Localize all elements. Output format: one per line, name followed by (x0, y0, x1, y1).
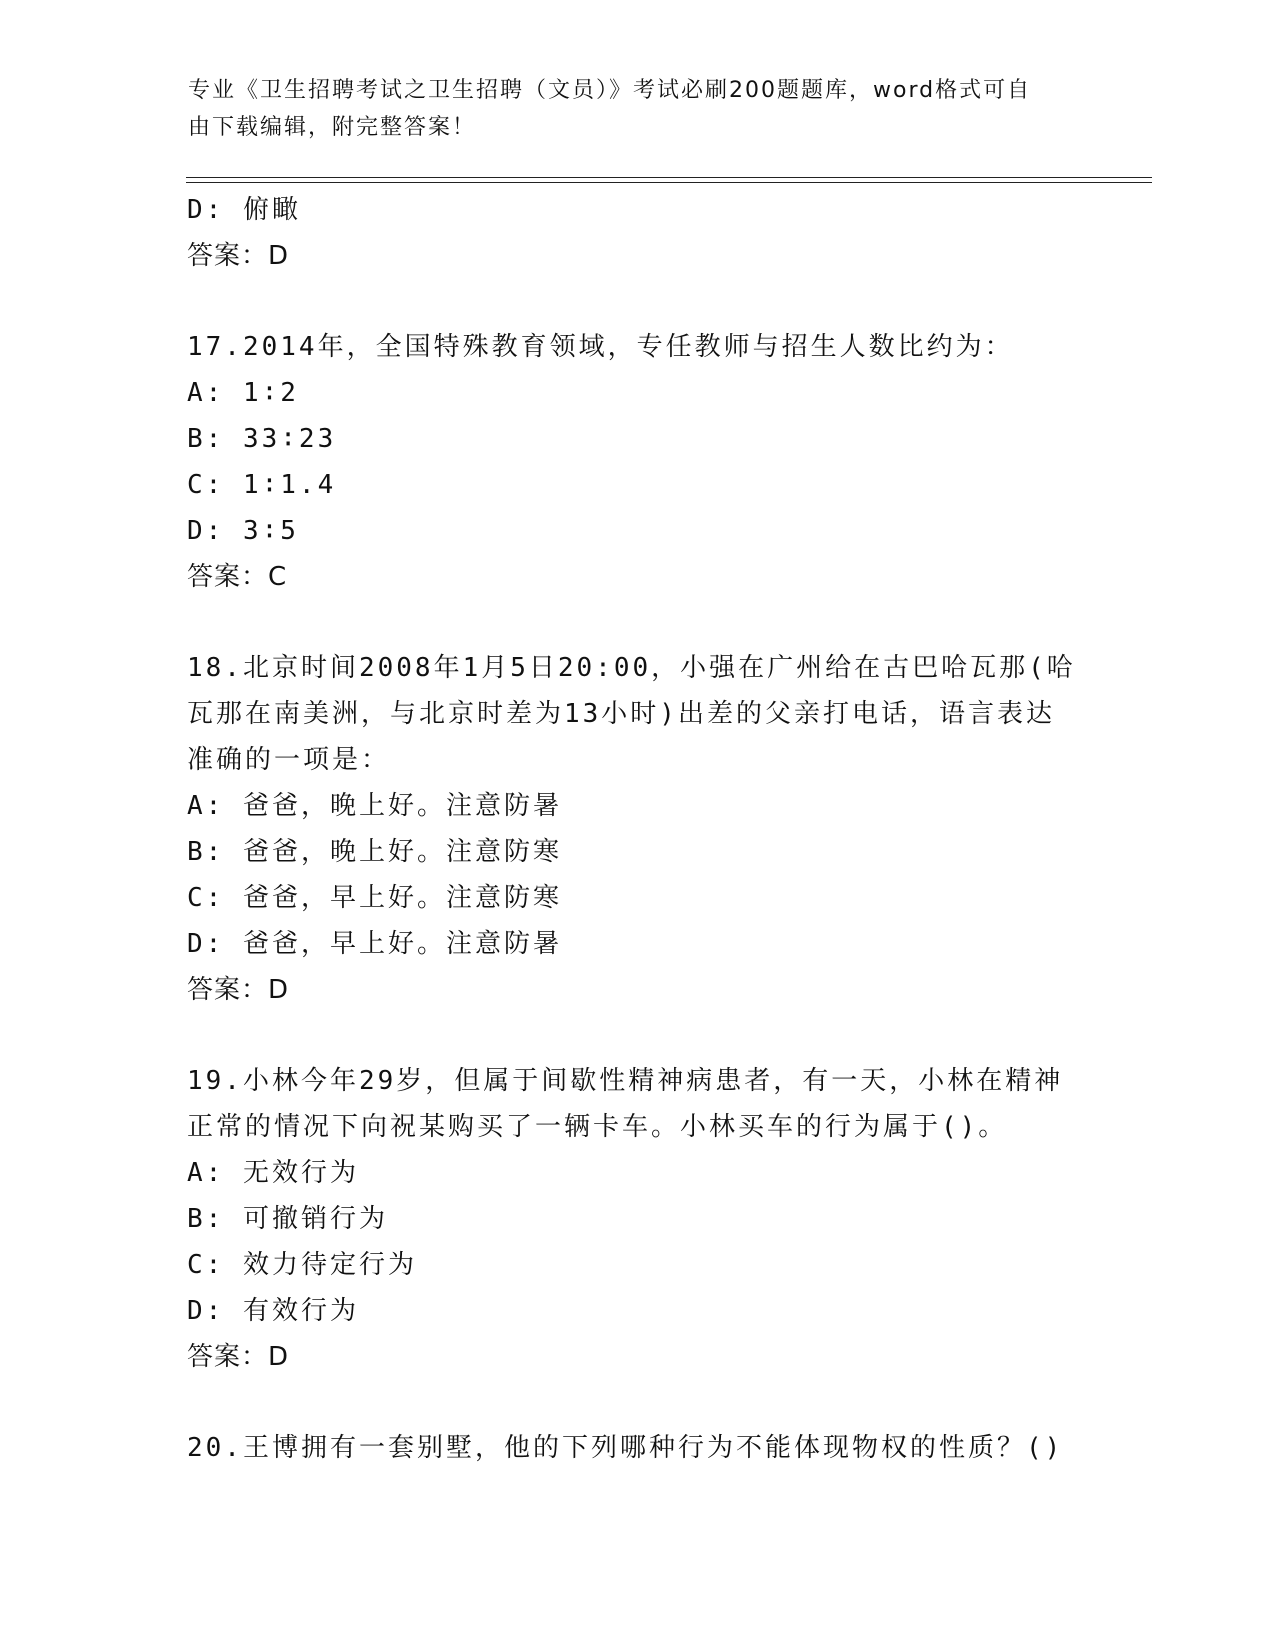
option-c: C: 1∶1.4 (187, 470, 337, 500)
option-d: D: 俯瞰 (187, 195, 301, 225)
question-text: 17.2014年，全国特殊教育领域，专任教师与招生人数比约为： (187, 332, 1014, 362)
answer-line: 答案：D (187, 1342, 290, 1372)
option-d: D: 有效行为 (187, 1296, 359, 1326)
option-a: A: 爸爸，晚上好。注意防暑 (187, 791, 562, 821)
previous-question-tail (187, 187, 1087, 279)
option-d: D: 3∶5 (187, 516, 299, 546)
question-17 (187, 324, 1087, 600)
question-list (187, 187, 1087, 1471)
question-text: 准确的一项是： (187, 745, 391, 775)
page-header (188, 72, 1068, 146)
answer-line: 答案：C (187, 562, 288, 592)
question-text: 19.小林今年29岁，但属于间歇性精神病患者，有一天，小林在精神 (187, 1066, 1064, 1096)
question-text: 18.北京时间2008年1月5日20:00，小强在广州给在古巴哈瓦那(哈 (187, 653, 1076, 683)
header-divider-bottom (186, 182, 1152, 183)
question-text: 瓦那在南美洲，与北京时差为13小时)出差的父亲打电话，语言表达 (187, 699, 1055, 729)
question-18 (187, 645, 1087, 1013)
option-a: A: 无效行为 (187, 1158, 359, 1188)
answer-line: 答案：D (187, 975, 290, 1005)
option-b: B: 爸爸，晚上好。注意防寒 (187, 837, 562, 867)
option-b: B: 33∶23 (187, 424, 337, 454)
header-line-2: 由下载编辑，附完整答案！ (188, 115, 477, 140)
option-b: B: 可撤销行为 (187, 1204, 388, 1234)
header-divider-top (186, 177, 1152, 178)
question-20 (187, 1425, 1087, 1471)
question-19 (187, 1058, 1087, 1380)
option-a: A: 1∶2 (187, 378, 299, 408)
option-c: C: 爸爸，早上好。注意防寒 (187, 883, 562, 913)
option-d: D: 爸爸，早上好。注意防暑 (187, 929, 562, 959)
question-text: 正常的情况下向祝某购买了一辆卡车。小林买车的行为属于()。 (187, 1112, 1008, 1142)
answer-line: 答案：D (187, 241, 290, 271)
header-line-1: 专业《卫生招聘考试之卫生招聘（文员）》考试必刷200题题库，word格式可自 (188, 78, 1032, 103)
question-text: 20.王博拥有一套别墅，他的下列哪种行为不能体现物权的性质？() (187, 1433, 1064, 1463)
option-c: C: 效力待定行为 (187, 1250, 417, 1280)
